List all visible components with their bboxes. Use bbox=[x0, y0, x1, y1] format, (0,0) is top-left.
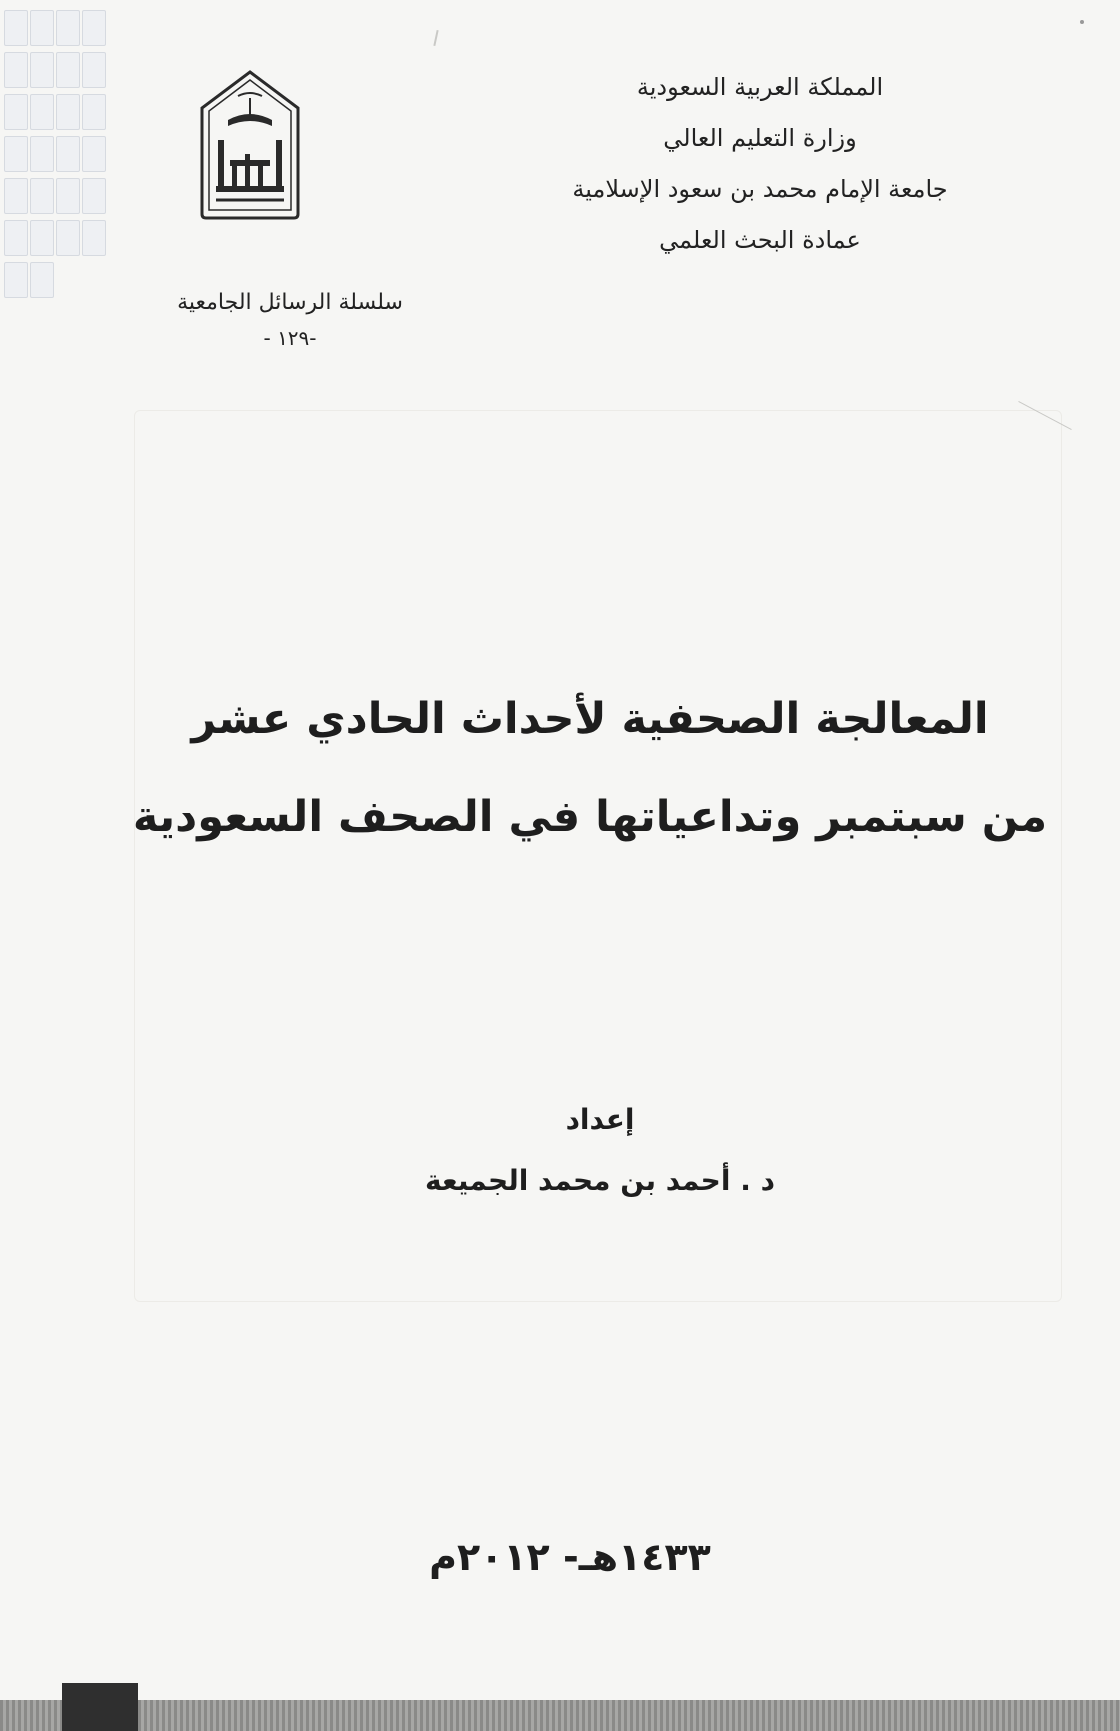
series-number: -١٢٩ - bbox=[263, 326, 317, 350]
university-name: جامعة الإمام محمد بن سعود الإسلامية bbox=[572, 175, 948, 203]
institution-header bbox=[480, 62, 1040, 266]
decorative-spine-pattern bbox=[0, 0, 130, 300]
deanship-name: عمادة البحث العلمي bbox=[659, 226, 861, 254]
scan-artifact bbox=[1080, 20, 1084, 24]
ministry-name: وزارة التعليم العالي bbox=[663, 124, 857, 152]
title-line-1: المعالجة الصحفية لأحداث الحادي عشر bbox=[191, 694, 989, 744]
scan-artifact bbox=[433, 30, 438, 46]
author-name: د . أحمد بن محمد الجميعة bbox=[425, 1164, 775, 1197]
bottom-scan-edge bbox=[0, 1700, 1120, 1731]
country-name: المملكة العربية السعودية bbox=[636, 73, 884, 101]
university-emblem-icon bbox=[198, 68, 302, 222]
title-line-2: من سبتمبر وتداعياتها في الصحف السعودية bbox=[132, 792, 1048, 842]
book-title bbox=[120, 670, 1060, 866]
publication-date: ١٤٣٣هـ- ٢٠١٢م bbox=[429, 1535, 711, 1579]
prepared-by-label: إعداد bbox=[565, 1103, 635, 1136]
bottom-tab-marker bbox=[62, 1683, 138, 1731]
series-title: سلسلة الرسائل الجامعية bbox=[177, 290, 403, 315]
series-info bbox=[140, 286, 440, 356]
